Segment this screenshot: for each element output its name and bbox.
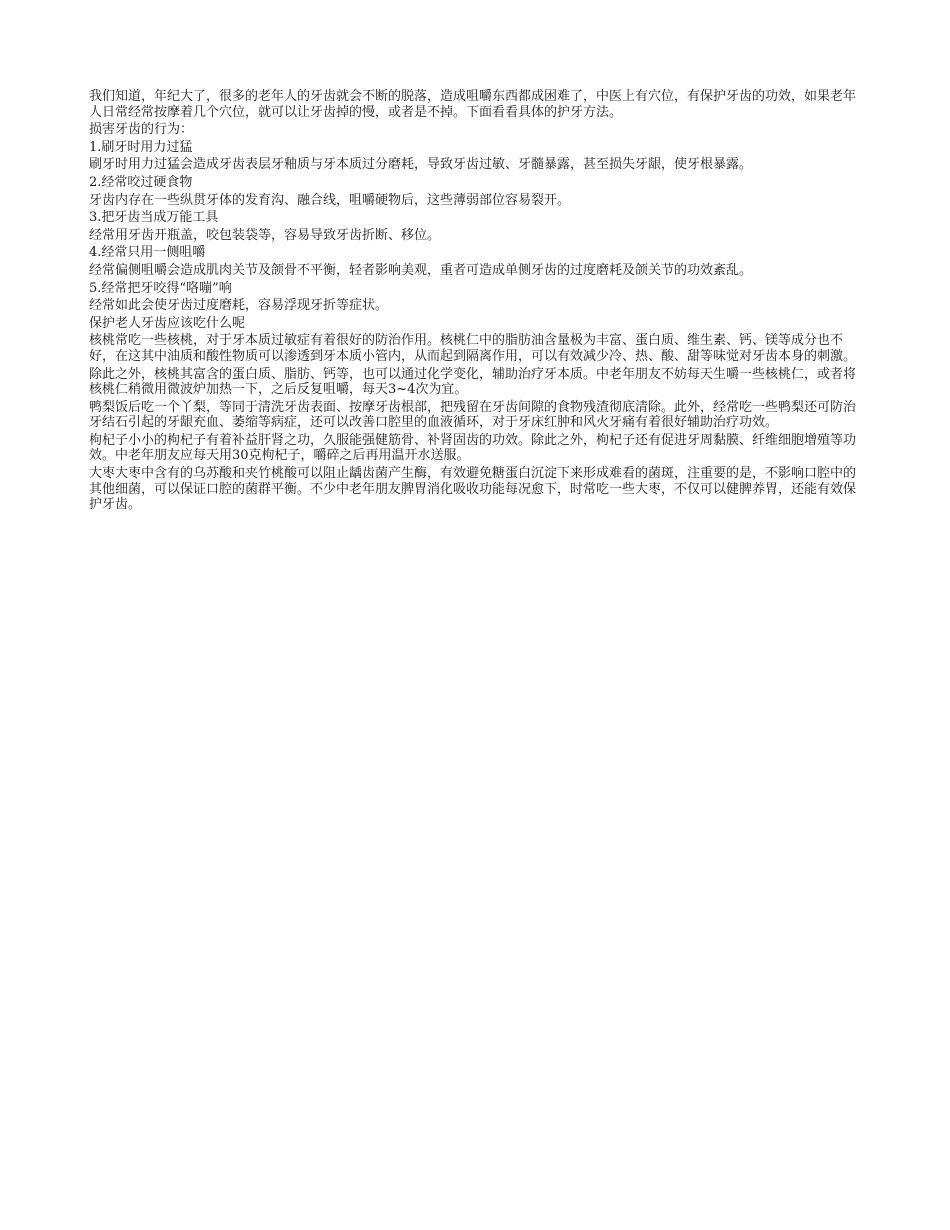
item-body-1: 刷牙时用力过猛会造成牙齿表层牙釉质与牙本质过分磨耗，导致牙齿过敏、牙髓暴露，甚至损失牙龈，使牙根暴露。 bbox=[89, 157, 753, 173]
intro-paragraph: 我们知道，年纪大了，很多的老年人的牙齿就会不断的脱落，造成咀嚼东西都成困难了，中医上有穴位，有保护牙齿的功效，如果老年人日常经常按摩着几个穴位，就可以让牙齿掉的慢，或者是不掉。下面看看具体的护牙方法。 bbox=[89, 89, 857, 120]
food-paragraph-walnut-extra: 除此之外，核桃其富含的蛋白质、脂肪、钙等，也可以通过化学变化，辅助治疗牙本质。中老年朋友不妨每天生嚼一些核桃仁，或者将核桃仁稍微用微波炉加热一下，之后反复咀嚼，每天3~4次为宜。 bbox=[89, 366, 857, 398]
section-heading-foods: 保护老人牙齿应该吃什么呢 bbox=[89, 315, 246, 331]
item-heading-3: 3.把牙齿当成万能工具 bbox=[89, 210, 219, 226]
food-paragraph-walnut: 核桃常吃一些核桃，对于牙本质过敏症有着很好的防治作用。核桃仁中的脂肪油含量极为丰富、蛋白质、维生素、钙、镁等成分也不好，在这其中油质和酸性物质可以渗透到牙本质小管内，从而起到隔离作用，可以有效减少冷、热、酸、甜等味觉对牙齿本身的刺激。 bbox=[89, 333, 857, 364]
food-paragraph-jujube: 大枣大枣中含有的乌苏酸和夹竹桃酸可以阻止龋齿菌产生酶，有效避免糖蛋白沉淀下来形成难看的菌斑，注重要的是，不影响口腔中的其他细菌，可以保证口腔的菌群平衡。不少中老年朋友脾胃消化吸收功能每况愈下，时常吃一些大枣，不仅可以健脾养胃，还能有效保护牙齿。 bbox=[89, 466, 857, 513]
food-paragraph-goji: 枸杞子小小的枸杞子有着补益肝肾之功，久服能强健筋骨、补肾固齿的功效。除此之外，枸杞子还有促进牙周黏膜、纤维细胞增殖等功效。中老年朋友应每天用30克枸杞子，嚼碎之后再用温开水送服。 bbox=[89, 432, 857, 464]
item-heading-1: 1.刷牙时用力过猛 bbox=[89, 139, 193, 155]
item-body-3: 经常用牙齿开瓶盖，咬包装袋等，容易导致牙齿折断、移位。 bbox=[89, 227, 441, 243]
item-heading-5: 5.经常把牙咬得“咯嘣”响 bbox=[89, 280, 232, 296]
item-body-4: 经常偏侧咀嚼会造成肌肉关节及颌骨不平衡，轻者影响美观，重者可造成单侧牙齿的过度磨耗及颌关节的功效紊乱。 bbox=[89, 262, 753, 278]
item-heading-4: 4.经常只用一侧咀嚼 bbox=[89, 245, 206, 261]
food-paragraph-pear: 鸭梨饭后吃一个丫梨，等同于清洗牙齿表面、按摩牙齿根部，把残留在牙齿间隙的食物残渣彻底清除。此外，经常吃一些鸭梨还可防治牙结石引起的牙龈充血、萎缩等病症，还可以改善口腔里的血液循环，对于牙床红肿和风火牙痛有着很好辅助治疗功效。 bbox=[89, 399, 857, 431]
document-body bbox=[89, 89, 861, 513]
item-heading-2: 2.经常咬过硬食物 bbox=[89, 174, 193, 190]
section-heading-harmful-habits: 损害牙齿的行为： bbox=[89, 122, 194, 138]
item-body-5: 经常如此会使牙齿过度磨耗，容易浮现牙折等症状。 bbox=[89, 298, 389, 314]
item-body-2: 牙齿内存在一些纵贯牙体的发育沟、融合线，咀嚼硬物后，这些薄弱部位容易裂开。 bbox=[89, 192, 571, 208]
